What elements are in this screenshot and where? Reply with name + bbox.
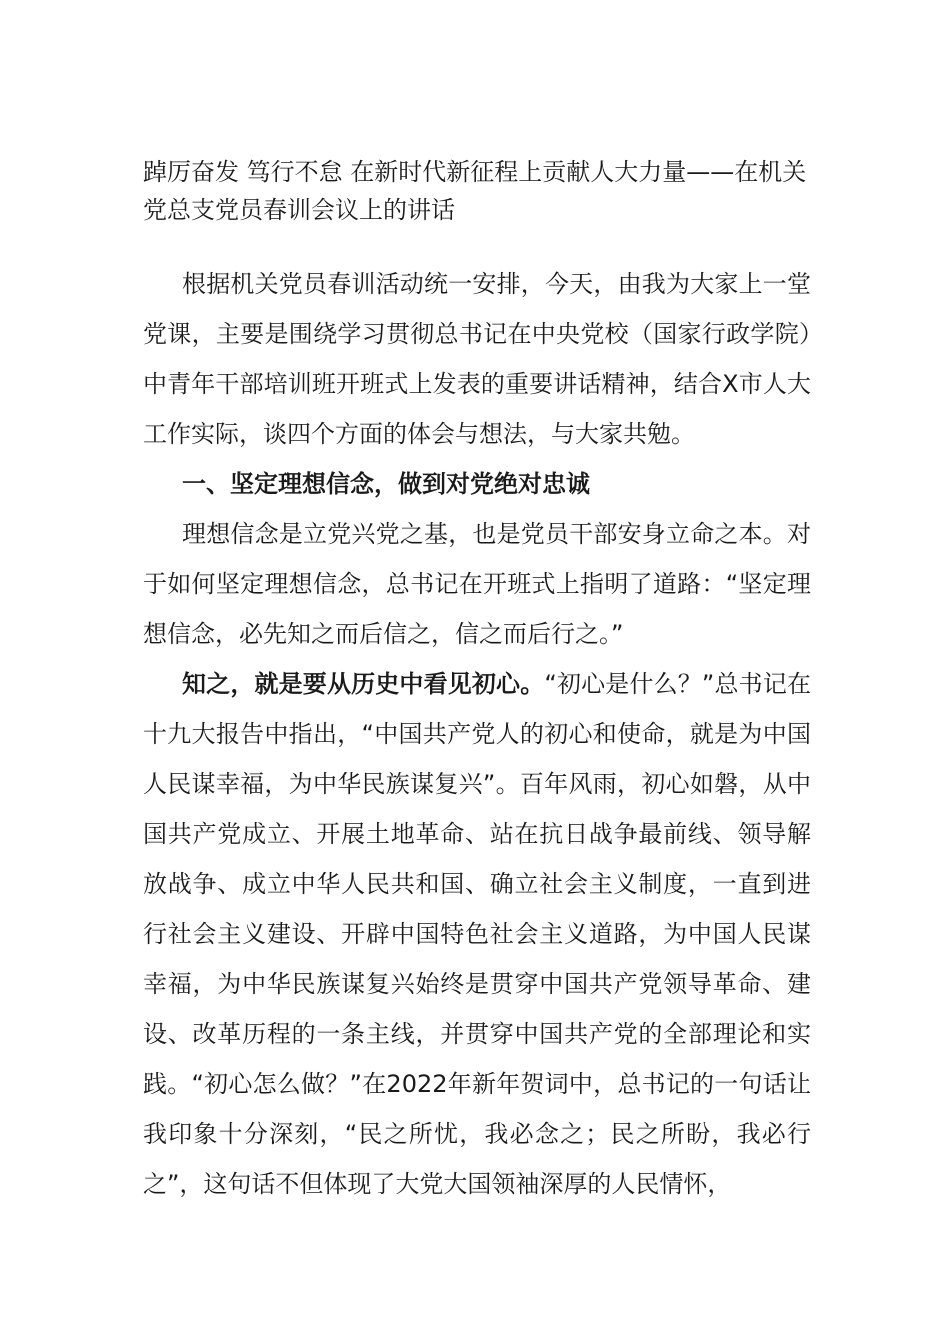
document-title: 踔厉奋发 笃行不怠 在新时代新征程上贡献人大力量——在机关党总支党员春训会议上的讲话 xyxy=(143,158,807,224)
document-page xyxy=(143,153,811,1209)
paragraph-body: “初心是什么？”总书记在十九大报告中指出，“中国共产党人的初心和使命，就是为中国人民谋幸福，为中华民族谋复兴”。百年风雨，初心如磐，从中国共产党成立、开展土地革命、站在抗日战争最前线、领导解放战争、成立中华人民共和国、确立社会主义制度，一直到进行社会主义建设、开辟中国特色社会主义道路，为中国人民谋幸福，为中华民族谋复兴始终是贯穿中国共产党领导革命、建设、改革历程的一条主线，并贯穿中国共产党的全部理论和实践。“初心怎么做？”在2022年新年贺词中，总书记的一句话让我印象十分深刻，“民之所忧，我必念之；民之所盼，我必行之”，这句话不但体现了大党大国领袖深厚的人民情怀， xyxy=(143,670,812,1198)
section1-paragraph-1: 理想信念是立党兴党之基，也是党员干部安身立命之本。对于如何坚定理想信念，总书记在开班式上指明了道路：“坚定理想信念，必先知之而后信之，信之而后行之。” xyxy=(143,520,811,648)
section1-paragraph-2 xyxy=(143,659,811,1209)
paragraph-lead-sentence: 知之，就是要从历史中看见初心。 xyxy=(182,670,545,698)
intro-paragraph: 根据机关党员春训活动统一安排，今天，由我为大家上一堂党课，主要是围绕学习贯彻总书记在中央党校（国家行政学院）中青年干部培训班开班式上发表的重要讲话精神，结合X市人大工作实际，谈四个方面的体会与想法，与大家共勉。 xyxy=(143,270,811,448)
section-heading-1: 一、坚定理想信念，做到对党绝对忠诚 xyxy=(182,470,590,498)
